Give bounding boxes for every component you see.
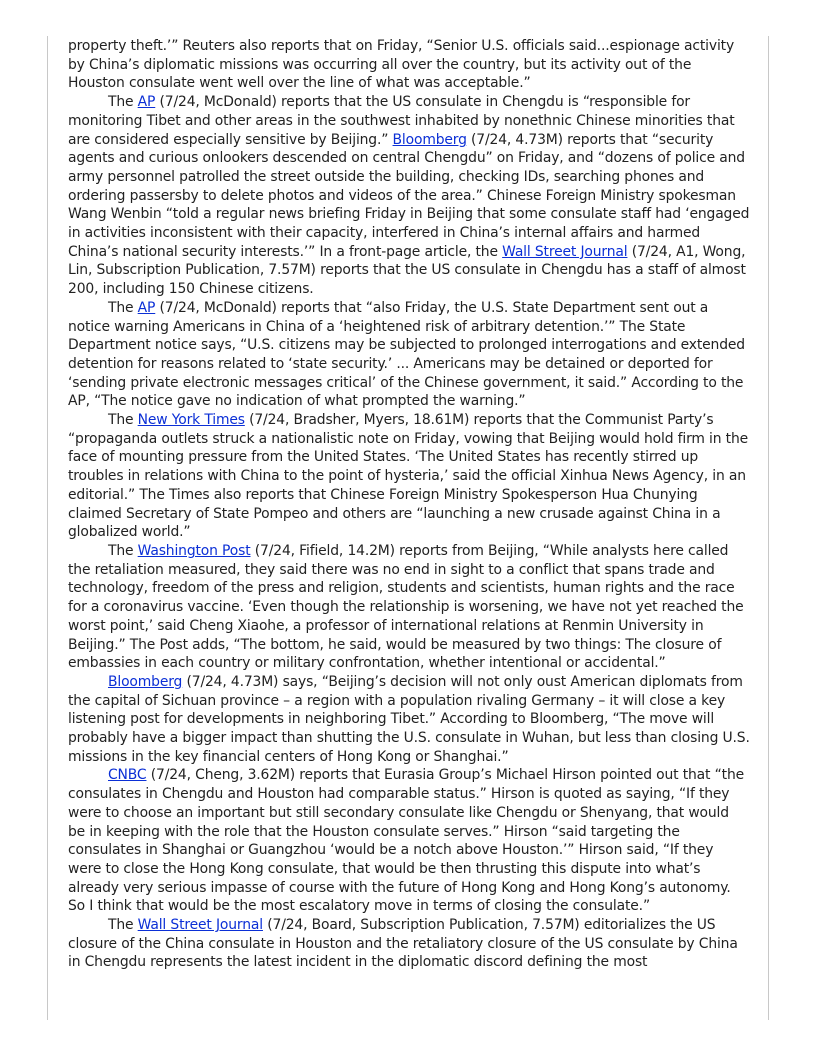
text-segment: (7/24, A1, Wong, Lin, Subscription Publication, 7.57M) reports that the US consulate in Chengdu has a staff of almost 200, including 150 Chinese citizens. xyxy=(68,243,746,298)
text-segment: (7/24, Fifield, 14.2M) reports from Beijing, “While analysts here called the retaliation measured, they said there was no end in sight to a conflict that spans trade and technology, freedom of the press and religion, students and scientists, human rights and the race for a coronavirus vaccine. ‘Even though the relationship is worsening, we have not yet reached the worst point,’ said Cheng Xiaohe, a professor of international relations at Renmin University in Beijing.” The Post adds, “The bottom, he said, would be measured by two things: The closure of embassies in each country or military confrontation, whether intentional or accidental.” xyxy=(68,542,744,672)
source-link-washington-post[interactable]: Washington Post xyxy=(137,542,251,559)
source-link-ap[interactable]: AP xyxy=(137,299,156,316)
source-link-ap[interactable]: AP xyxy=(137,94,156,111)
paragraph-4 xyxy=(68,411,750,542)
source-link-bloomberg[interactable]: Bloomberg xyxy=(108,673,183,690)
paragraph-8 xyxy=(68,916,750,972)
text-segment: (7/24, McDonald) reports that “also Friday, the U.S. State Department sent out a notice warning Americans in China of a ‘heightened risk of arbitrary detention.’” The State Department notice says, “U.S. citizens may be subjected to prolonged interrogations and extended detention for reasons related to ‘state security.’ ... Americans may be detained or deported for ‘sending private electronic messages critical’ of the Chinese government, it said.” According to the AP, “The notice gave no indication of what prompted the warning.” xyxy=(68,299,745,410)
source-link-new-york-times[interactable]: New York Times xyxy=(137,412,245,429)
paragraph-6 xyxy=(68,673,750,767)
source-link-cnbc[interactable]: CNBC xyxy=(108,767,147,784)
right-margin-rule xyxy=(768,36,769,1020)
source-link-bloomberg[interactable]: Bloomberg xyxy=(392,131,467,148)
text-segment: property theft.’” Reuters also reports that on Friday, “Senior U.S. officials said...espionage activity by China’s diplomatic missions was occurring all over the country, but its activity out of the Houston consulate went well over the line of what was acceptable.” xyxy=(68,38,735,92)
source-link-wall-street-journal[interactable]: Wall Street Journal xyxy=(137,917,263,934)
paragraph-3 xyxy=(68,299,750,411)
left-margin-rule xyxy=(47,36,48,1020)
text-segment: The xyxy=(108,412,138,429)
paragraph-1 xyxy=(68,37,750,93)
paragraph-5 xyxy=(68,542,750,673)
text-segment: The xyxy=(108,299,138,316)
text-segment: (7/24, Cheng, 3.62M) reports that Eurasia Group’s Michael Hirson pointed out that “the consulates in Chengdu and Houston had comparable status.” Hirson is quoted as saying, “If they were to choose an important but still secondary consulate like Chengdu or Shenyang, that would be in keeping with the role that the Houston consulate serves.” Hirson “said targeting the consulates in Shanghai or Guangzhou ‘would be a notch above Houston.’” Hirson said, “If they were to close the Hong Kong consulate, that would be then thrusting this dispute into what’s already very serious impasse of course with the future of Hong Kong and Hong Kong’s autonomy. So I think that would be the most escalatory move in terms of closing the consulate.” xyxy=(68,767,744,915)
text-segment: The xyxy=(108,542,138,559)
text-segment: The xyxy=(108,917,138,934)
text-segment: (7/24, Bradsher, Myers, 18.61M) reports that the Communist Party’s “propaganda outlets struck a nationalistic note on Friday, vowing that Beijing would hold firm in the face of mounting pressure from the United States. ‘The United States has recently stirred up troubles in relations with China to the point of hysteria,’ said the official Xinhua News Agency, in an editorial.” The Times also reports that Chinese Foreign Ministry Spokesperson Hua Chunying claimed Secretary of State Pompeo and others are “launching a new crusade against China in a globalized world.” xyxy=(68,412,749,541)
document-body xyxy=(68,37,750,972)
text-segment: (7/24, 4.73M) reports that “security agents and curious onlookers descended on central Chengdu” on Friday, and “dozens of police and army personnel patrolled the street outside the building, checking IDs, searching phones and ordering passersby to delete photos and videos of the area.” Chinese Foreign Ministry spokesman Wang Wenbin “told a regular news briefing Friday in Beijing that some consulate staff had ‘engaged in activities inconsistent with their capacity, interfered in China’s internal affairs and harmed China’s national security interests.’” In a front-page article, the xyxy=(68,131,750,260)
paragraph-2 xyxy=(68,93,750,299)
source-link-wall-street-journal[interactable]: Wall Street Journal xyxy=(502,243,628,260)
text-segment: (7/24, McDonald) reports that the US consulate in Chengdu is “responsible for monitoring Tibet and other areas in the southwest inhabited by nonethnic Chinese minorities that are considered especially sensitive by Beijing.” xyxy=(68,94,735,148)
paragraph-7 xyxy=(68,766,750,916)
text-segment: The xyxy=(108,94,138,111)
text-segment: (7/24, Board, Subscription Publication, 7.57M) editorializes the US closure of the China consulate in Houston and the retaliatory closure of the US consulate by China in Chengdu represents the latest incident in the diplomatic discord defining the most xyxy=(68,917,738,971)
text-segment: (7/24, 4.73M) says, “Beijing’s decision will not only oust American diplomats from the capital of Sichuan province – a region with a population rivaling Germany – it will close a key listening post for developments in neighboring Tibet.” According to Bloomberg, “The move will probably have a bigger impact than shutting the U.S. consulate in Wuhan, but less than closing U.S. missions in the key financial centers of Hong Kong or Shanghai.” xyxy=(68,673,750,765)
